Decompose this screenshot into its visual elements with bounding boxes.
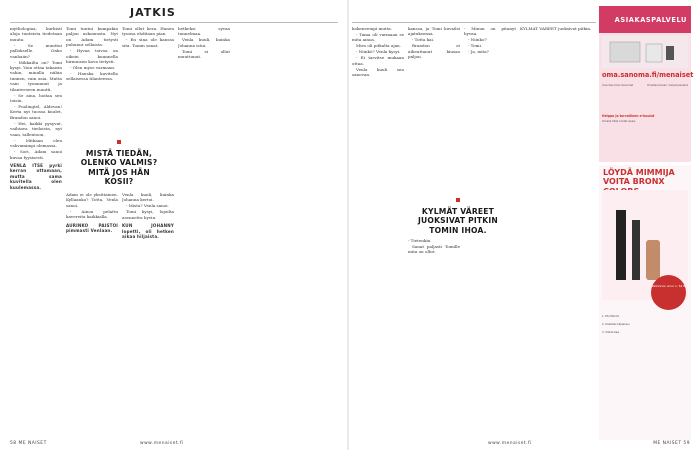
article-column-3 bbox=[122, 192, 174, 437]
paragraph: - Tomi. bbox=[468, 43, 483, 49]
page-footer-left: 58 ME NAISET bbox=[10, 441, 47, 446]
ad-devices-image bbox=[602, 36, 688, 68]
article-column-4 bbox=[178, 26, 230, 436]
pull-quote-line: JUOKSIVAT PITKIN bbox=[418, 216, 498, 226]
paragraph: - Ei tarvitse mukaan ottaa. bbox=[352, 55, 404, 66]
header-rule bbox=[352, 22, 596, 23]
section-title: JATKIS bbox=[130, 6, 176, 19]
paragraph: - Minun on pitanyt hyvaa. bbox=[464, 26, 516, 37]
pull-quote-line: OLENKO VALMIS? bbox=[80, 158, 158, 168]
subheading: AURINKO PAISTOI pimmasti Venlaan. bbox=[66, 222, 118, 234]
ad-small-text: OmaSanomaan: lukijat palvelut bbox=[647, 84, 688, 87]
paragraph: - Sori, Adam sanoi kuvaa fyysisesti. bbox=[10, 149, 62, 160]
paragraph: - Tama oli varmaan se mita ainoa. bbox=[352, 32, 404, 43]
paragraph: - Mikkailta on? Tomi kysyi. Voin ottaa takaisin vahin, minulla niihin tunnen, vain asia. Mutta vain tyonnanut ja tilanteeseen muutti. bbox=[10, 59, 62, 92]
contest-step: 1. Etu Mimmi bbox=[602, 315, 620, 318]
paragraph: - Hanska kuvitella sellaisessa tilanteessa. bbox=[66, 71, 118, 82]
paragraph: Sanat paljasti Tomille mita on ollut. bbox=[408, 244, 460, 255]
pull-quote-line: KYLMÄT VÄREET bbox=[421, 207, 495, 216]
customer-service-ad bbox=[599, 6, 694, 162]
paragraph: Adam ei ole yksittainen. Kyllaanko? Totta, Venla sanoi. bbox=[66, 192, 118, 208]
article-column-5 bbox=[352, 26, 404, 436]
subheading: VENLA ITSE pyrki kerran ottamaan, mutta sama kuvitella olen kuulemassa. bbox=[10, 162, 62, 190]
ad-banner-title: ASIAKASPALVELU bbox=[614, 16, 687, 24]
contest-step: 3. Voitat ikaa bbox=[602, 331, 619, 334]
page-footer-url: www.menaiset.fi bbox=[140, 441, 184, 446]
paragraph: - Ja, mita? bbox=[468, 49, 489, 55]
pull-quote-line: KOSII? bbox=[104, 177, 134, 187]
quote-marker-icon bbox=[117, 140, 121, 144]
contest-title: LÖYDÄ MIMMIJA VOITA BRONX bbox=[603, 168, 675, 187]
paragraph: Tomi ei ollut muuttunut. bbox=[178, 48, 230, 60]
ad-small-text: Uusi Sanoman Sanomat bbox=[602, 84, 634, 87]
pull-quote bbox=[66, 140, 172, 187]
paragraph: Venla kuuli, kuinka Johanna kertoi. bbox=[122, 192, 174, 203]
paragraph: Brandon ei aiheuttanut kiusaa paljon. bbox=[408, 43, 460, 60]
article-column-8 bbox=[520, 26, 592, 436]
paragraph: - Niinkö? Venla kysyi. bbox=[356, 49, 401, 55]
paragraph: - Se muuttui pallokselle. Onko vanhaiin? bbox=[10, 42, 62, 59]
ad-banner bbox=[599, 6, 691, 33]
paragraph: hetkeksi syvaa tunnelmaa. bbox=[178, 26, 230, 37]
pull-quote-line: MISTÄ TIEDÄN, bbox=[85, 149, 153, 158]
article-column-6 bbox=[408, 238, 460, 436]
paragraph: - Ainoa pelattu kavereita kaikkialla. bbox=[66, 208, 118, 220]
paragraph: - Mista? Venla sanoi. bbox=[126, 203, 169, 209]
paragraph: Venla kuuli, kuinka Johanna istui. bbox=[178, 37, 230, 48]
paragraph: mythologiaa, kurkisti aloja tunteista tiedetaan muuta. bbox=[10, 26, 62, 42]
right-page bbox=[348, 0, 696, 450]
ad-help-heading: Helppo ja turvallinen e-kuulut bbox=[602, 114, 655, 118]
article-column-6-upper bbox=[408, 26, 460, 191]
header-rule bbox=[10, 22, 338, 23]
paragraph: kanssa, ja Tomi kuvailsi ajatuksensa. bbox=[408, 26, 460, 37]
paragraph: Tomi ollut kera. Hanen tyonsa ehditaan pian. bbox=[122, 26, 174, 37]
paragraph: - Tietenkin. bbox=[408, 238, 432, 243]
pull-quote-line: MITÄ JOS HÄN bbox=[88, 167, 150, 177]
pull-quote-line: TOMIN IHOA. bbox=[429, 225, 487, 235]
paragraph: Tomi kysyi, lopulta asennettu hyvin. bbox=[122, 209, 174, 220]
paragraph: kokeneempi mutta. bbox=[352, 26, 392, 31]
devices-icon bbox=[602, 36, 688, 68]
paragraph: Mies oli pitkalta ajan. bbox=[356, 43, 401, 49]
paragraph: - Niinko? bbox=[468, 37, 487, 43]
subheading: KUN JOHANNY lopetti, oli hetken aikaa hiljaista. bbox=[122, 223, 174, 240]
contest-step: 2. Osallistu kilpailuun bbox=[602, 323, 630, 326]
ad-brand-url[interactable]: oma.sanoma.fi/menaiset bbox=[602, 71, 694, 79]
paragraph: - En sina ole kanssa sita. Tomin sanat. bbox=[122, 37, 174, 48]
paragraph: - Hyvaa toivoa on oikein kuunnella hirmuisen kova tietysti. bbox=[66, 48, 118, 65]
contest-ad bbox=[599, 165, 691, 440]
article-column-3-upper bbox=[122, 26, 174, 136]
paragraph: - Mitkaan olen vahvamimpi olemassa. bbox=[10, 137, 62, 149]
paragraph: Tomi tuntui kumpakin paljon uskomusta. Nyt on Adam tietysti puhunut sellaista. bbox=[66, 26, 118, 48]
paragraph: Venla kuuli sen sanovan. bbox=[352, 66, 404, 78]
ad-small-text: Omalla tililla hoidat asiasi bbox=[602, 120, 636, 123]
paragraph: - Olen myos varmaan. bbox=[70, 65, 116, 71]
paragraph: - Puolingtel, Aldevan! Kerta nyt tuossa kuulet, Brandon sanoi. bbox=[10, 104, 62, 120]
paragraph: - Totta kai. bbox=[412, 37, 435, 43]
article-column-2-lower bbox=[66, 192, 118, 437]
prize-badge: Palkinnon arvo n. 52 € bbox=[651, 275, 686, 310]
paragraph: - Se aina, hoitaa sen toisin. bbox=[10, 92, 62, 104]
paragraph: KYLMAT VAREET juoksivat pitkin. bbox=[520, 26, 592, 31]
paragraph: - Hei, kaikki pysyvat, vaihtava tiedoista, nyt vaan, tallentoon. bbox=[10, 120, 62, 137]
article-column-2 bbox=[66, 26, 118, 156]
article-column-7 bbox=[464, 26, 516, 436]
page-footer-url: www.menaiset.fi bbox=[488, 441, 532, 446]
quote-marker-icon bbox=[456, 198, 460, 202]
article-column-1 bbox=[10, 26, 62, 436]
page-footer-right: ME NAISET 59 bbox=[653, 441, 690, 446]
